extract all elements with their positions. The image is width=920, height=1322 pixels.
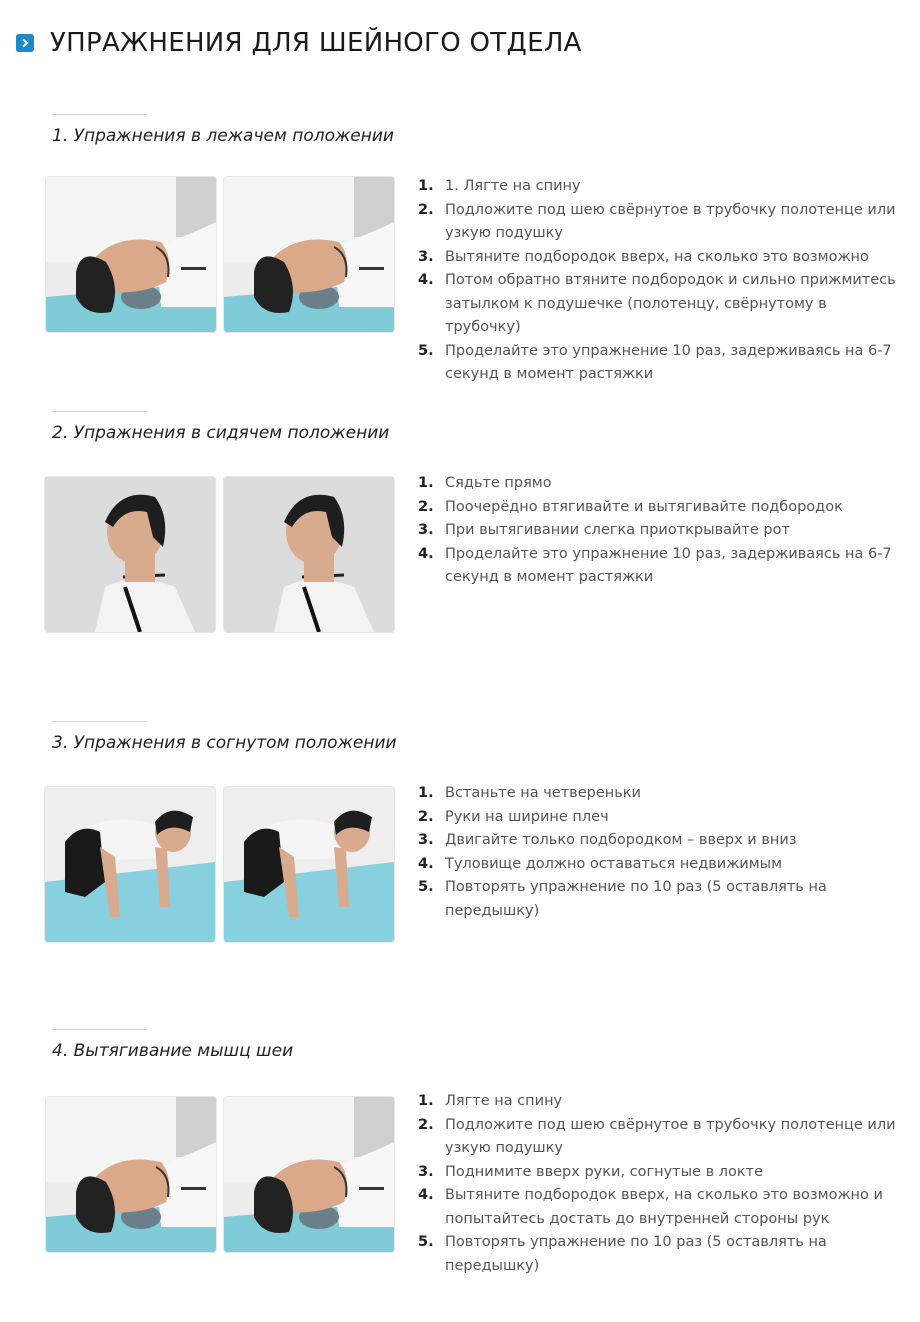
list-item: 4. Проделайте это упражнение 10 раз, задерживаясь на 6-7 секунд в момент растяжки xyxy=(418,545,892,585)
neck-stretch-lying-photo xyxy=(46,1097,216,1252)
list-item: 1. Лягте на спину xyxy=(418,1093,563,1109)
section-lying xyxy=(0,114,920,382)
list-item: 2. Подложите под шею свёрнутое в трубочку полотенце или узкую подушку xyxy=(418,201,896,241)
section-divider xyxy=(52,411,147,412)
chevron-right-icon xyxy=(16,34,34,52)
section-title: 1. Упражнения в лежачем положении xyxy=(52,126,394,146)
all-fours-head-down-photo xyxy=(45,787,215,942)
section-divider xyxy=(52,1029,147,1030)
lying-chin-up-photo xyxy=(224,177,394,332)
list-item: 1. Сядьте прямо xyxy=(418,475,552,491)
steps-list xyxy=(418,782,898,923)
list-item: 2. Поочерёдно втягивайте и вытягивайте подбородок xyxy=(418,498,843,515)
page-header xyxy=(16,28,582,58)
list-item: 2. Руки на ширине плеч xyxy=(418,808,609,825)
section-divider xyxy=(52,721,147,722)
neck-stretch-lying-photo-2 xyxy=(224,1097,394,1252)
section-bent xyxy=(0,721,920,961)
section-sitting xyxy=(0,411,920,651)
list-item: 1. 1. Лягте на спину xyxy=(418,178,581,194)
sitting-chin-tucked-photo xyxy=(224,477,394,632)
section-divider xyxy=(52,114,147,115)
list-item: 2. Подложите под шею свёрнутое в трубочку полотенце или узкую подушку xyxy=(418,1116,896,1156)
list-item: 3. При вытягивании слегка приоткрывайте рот xyxy=(418,522,790,538)
list-item: 4. Потом обратно втяните подбородок и сильно прижмитесь затылком к подушечке (полотенцу, свёрнутому в трубочку) xyxy=(418,272,896,335)
list-item: 5. Повторять упражнение по 10 раз (5 оставлять на передышку) xyxy=(418,879,827,919)
list-item: 1. Встаньте на четвереньки xyxy=(418,785,641,801)
list-item: 4. Вытяните подбородок вверх, на сколько это возможно и попытайтесь достать до внутренней стороны рук xyxy=(418,1187,883,1227)
section-title: 3. Упражнения в согнутом положении xyxy=(52,733,397,753)
list-item: 5. Повторять упражнение по 10 раз (5 оставлять на передышку) xyxy=(418,1234,827,1274)
list-item: 3. Вытяните подбородок вверх, на сколько это возможно xyxy=(418,248,869,265)
list-item: 3. Поднимите вверх руки, согнутые в локте xyxy=(418,1163,764,1180)
section-neck-stretch xyxy=(0,1029,920,1299)
lying-chin-down-photo xyxy=(46,177,216,332)
steps-list xyxy=(418,472,898,590)
list-item: 5. Проделайте это упражнение 10 раз, задерживаясь на 6-7 секунд в момент растяжки xyxy=(418,342,892,382)
sitting-chin-forward-photo xyxy=(45,477,215,632)
section-title: 2. Упражнения в сидячем положении xyxy=(52,423,390,443)
section-title: 4. Вытягивание мышц шеи xyxy=(52,1041,294,1061)
list-item: 4. Туловище должно оставаться недвижимым xyxy=(418,855,783,872)
steps-list xyxy=(418,175,898,387)
all-fours-head-up-photo xyxy=(224,787,394,942)
steps-list xyxy=(418,1090,898,1278)
page-title: УПРАЖНЕНИЯ ДЛЯ ШЕЙНОГО ОТДЕЛА xyxy=(50,28,582,58)
list-item: 3. Двигайте только подбородком – вверх и вниз xyxy=(418,832,797,848)
